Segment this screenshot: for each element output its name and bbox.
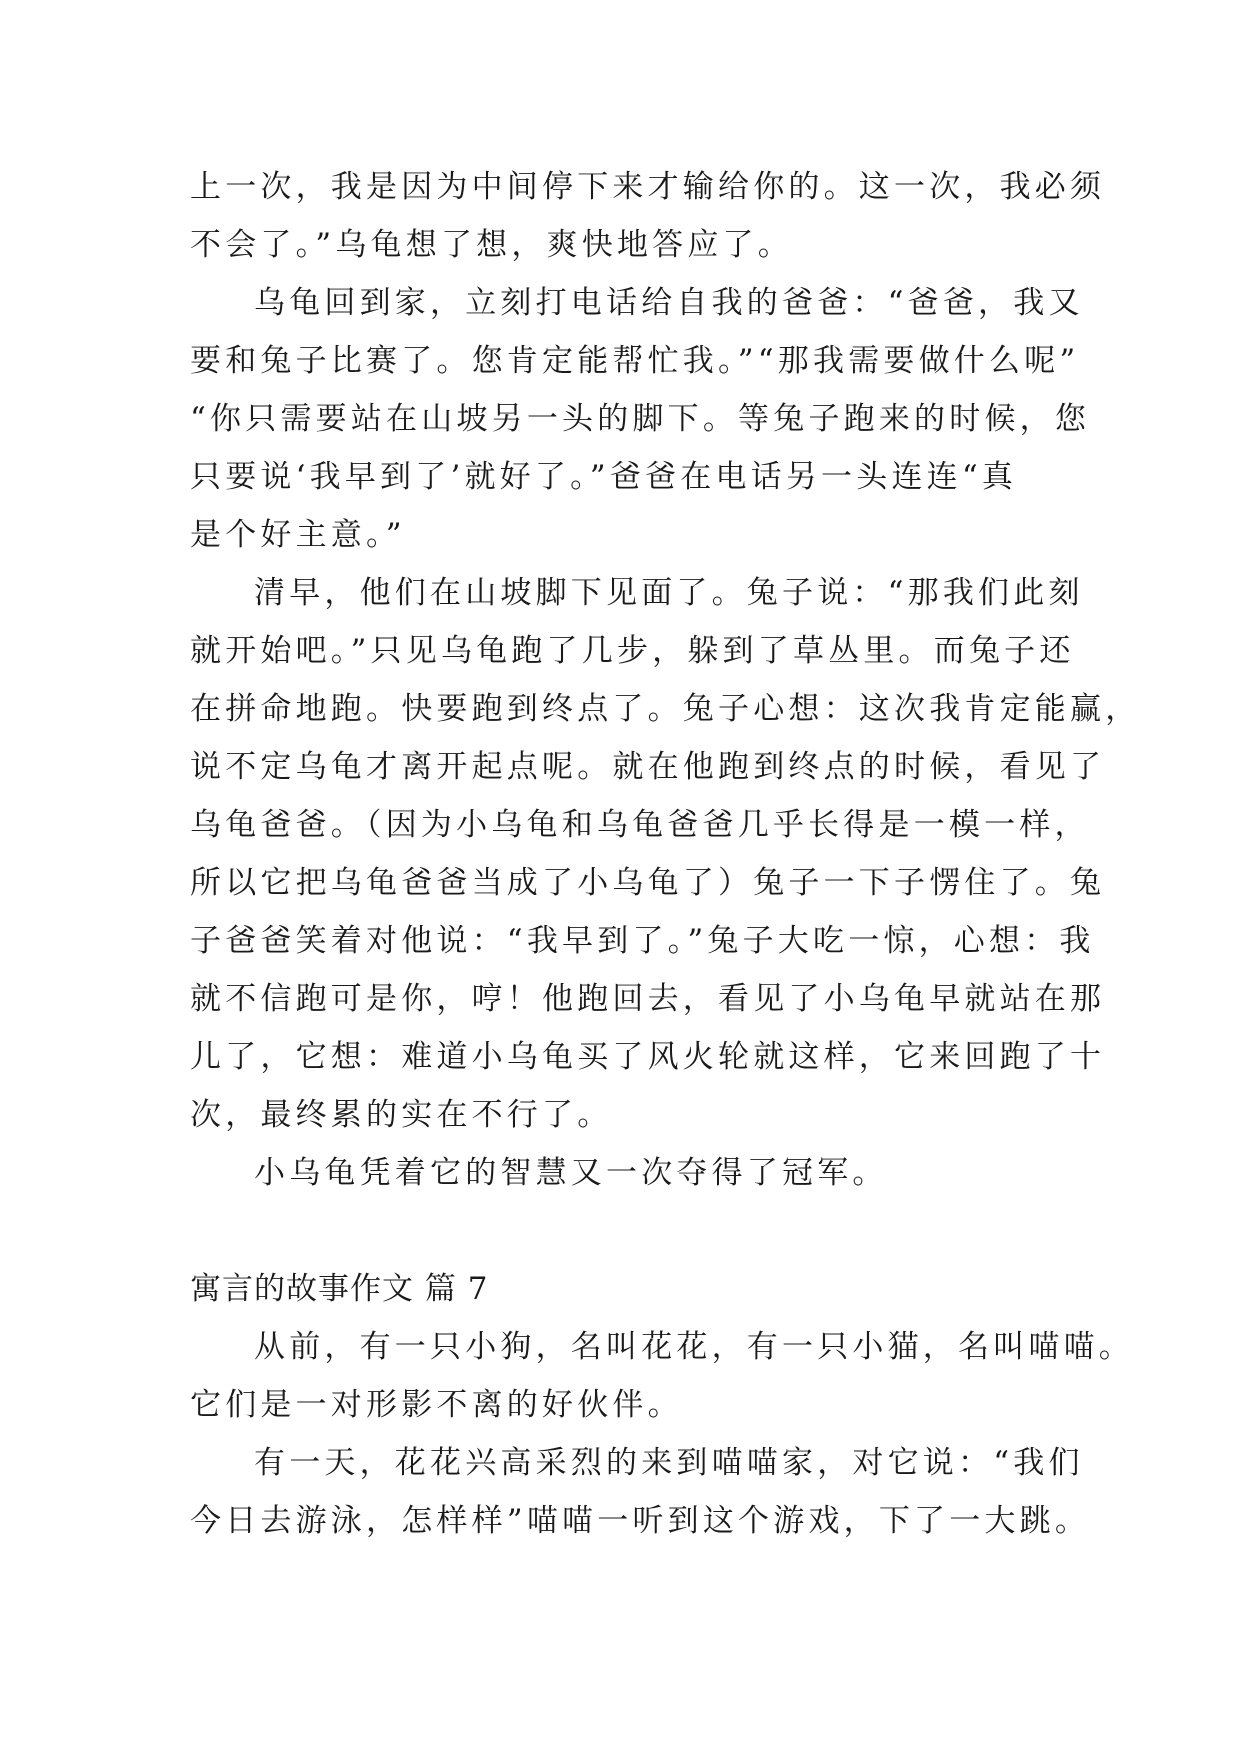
text-line: 上一次，我是因为中间停下来才输给你的。这一次，我必须 [190, 169, 1106, 205]
text-line: “你只需要站在山坡另一头的脚下。等兔子跑来的时候，您 [190, 401, 1091, 437]
text-line: 清早，他们在山坡脚下见面了。兔子说：“那我们此刻 [254, 575, 1084, 611]
text-line: 有一天，花花兴高采烈的来到喵喵家，对它说：“我们 [254, 1445, 1084, 1481]
text-line: 乌龟回到家，立刻打电话给自我的爸爸：“爸爸，我又 [254, 285, 1084, 321]
story-part-one [190, 158, 1141, 1202]
text-line: 在拼命地跑。快要跑到终点了。兔子心想：这次我肯定能赢， [190, 691, 1141, 727]
text-line: 乌龟爸爸。（因为小乌龟和乌龟爸爸几乎长得是一模一样， [190, 807, 1090, 843]
section-heading: 寓言的故事作文 篇 7 [190, 1271, 489, 1307]
story-part-two [190, 1318, 1134, 1550]
section-spacer [190, 1202, 1070, 1260]
text-line: 就开始吧。”只见乌龟跑了几步，躲到了草丛里。而兔子还 [190, 633, 1075, 669]
text-line: 说不定乌龟才离开起点呢。就在他跑到终点的时候，看见了 [190, 749, 1106, 785]
text-line: 只要说‘我早到了’就好了。”爸爸在电话另一头连连“真 [190, 459, 1018, 495]
text-line: 要和兔子比赛了。您肯定能帮忙我。”“那我需要做什么呢” [190, 343, 1080, 379]
text-line: 是个好主意。” [190, 517, 406, 553]
text-line: 次，最终累的实在不行了。 [190, 1097, 613, 1133]
text-line: 儿了，它想：难道小乌龟买了风火轮就这样，它来回跑了十 [190, 1039, 1106, 1075]
text-line: 所以它把乌龟爸爸当成了小乌龟了）兔子一下子愣住了。兔 [190, 865, 1106, 901]
text-line: 就不信跑可是你，哼！他跑回去，看见了小乌龟早就站在那 [190, 981, 1106, 1017]
text-line: 它们是一对形影不离的好伙伴。 [190, 1387, 683, 1423]
document-body [190, 158, 1141, 1550]
text-line: 小乌龟凭着它的智慧又一次夺得了冠军。 [254, 1155, 888, 1191]
text-line: 从前，有一只小狗，名叫花花，有一只小猫，名叫喵喵。 [254, 1329, 1134, 1365]
text-line: 今日去游泳，怎样样”喵喵一听到这个游戏，下了一大跳。 [190, 1503, 1091, 1539]
text-line: 子爸爸笑着对他说：“我早到了。”兔子大吃一惊，心想：我 [190, 923, 1095, 959]
text-line: 不会了。”乌龟想了想，爽快地答应了。 [190, 227, 793, 263]
